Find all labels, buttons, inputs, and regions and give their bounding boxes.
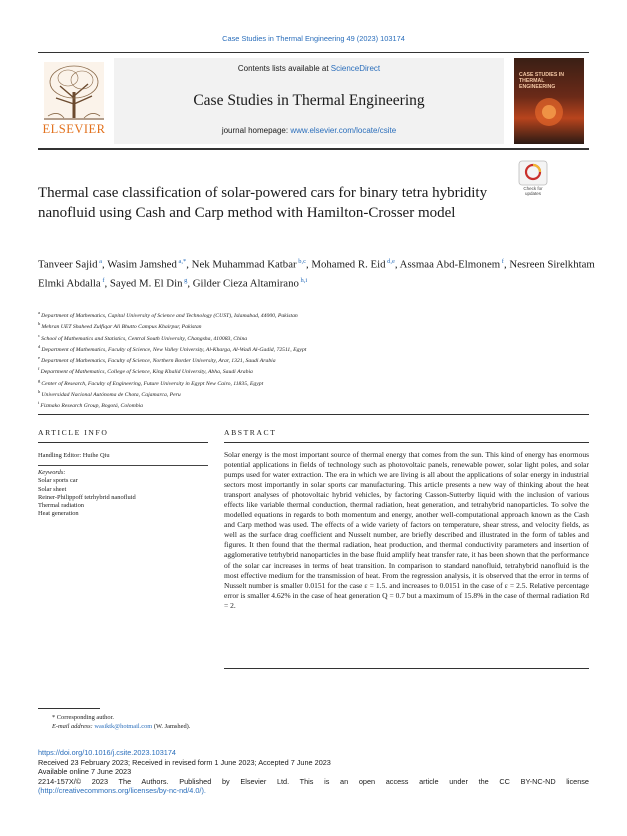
author-affiliation-marker[interactable]: d,e xyxy=(385,258,395,265)
author-affiliation-marker[interactable]: a,* xyxy=(176,258,187,265)
affiliation-key: b xyxy=(38,321,42,327)
author-separator: , xyxy=(503,258,510,271)
affiliation-key: a xyxy=(38,310,42,315)
affiliation-item xyxy=(38,399,598,410)
email-suffix: (W. Jamshed). xyxy=(152,723,191,730)
homepage-prefix: journal homepage: xyxy=(221,126,291,135)
keyword-list xyxy=(38,477,208,518)
affiliation-key: c xyxy=(38,332,42,338)
section-rule xyxy=(38,414,589,415)
doi-link[interactable]: https://doi.org/10.1016/j.csite.2023.103174 xyxy=(38,748,176,757)
email-label: E-mail address: xyxy=(52,723,95,730)
author-name[interactable]: Nesreen Sirelkhtam Elmki Abdalla xyxy=(38,258,595,290)
affiliation-text: Department of Mathematics, Capital University of Science and Technology (CUST), Islamabad, 44000, Pakistan xyxy=(41,312,298,319)
author-affiliation-marker[interactable]: b,c xyxy=(296,258,306,265)
abstract-text: Solar energy is the most important source of thermal energy that comes from the sun. This kind of energy has enormous potential applications in fields of technology such as photovoltaic panels, renewable power, solar light poles, and solar pumps used for water extraction. The era in which we are living is all about the applications of solar energy in industrial sectors most importantly in solar sports car manufacturing. This article presents a new way of thinking about the heat transport analyses of photovoltaic hybrid vehicles, by factoring Casson-Sutterby liquid with the inclusion of various effects like variable thermal conduction, thermal radiation, heat generation, and tetrahybrid nanoparticles. To solve the modelled equations in regards to both momentum and energy, another well-computational approach known as the Cash and Carp method was used. The effects of a wide variety of factors on temperature, shear stress, and velocity fields, as well as the surface drag coefficient and Nusselt number, are briefly described and illustrated in the form of tables and figures. It then found that the thermal radiation, heat production, and thermal conductivity parameters and insertion of agglomerative tetrhybrid nanoparticles in the base fluid amplify heat transfer rate, it has been shown that the performance of the solar car increases in terms of heat transition. In comparison to standard nanofluid, tetrahybrid nanofluid is the most effective medium for the transmission of heat. From the regression analysis, it is observed that the error in terms of Nusselt number is smaller 0.0151 for the case ε = 1.5. and increases to 0.0151 in the case of ε = 2.5. Relative percentage error is smaller 4.62% in the case of heat generation Q = 0.7 but a maximum of 15.8% in the case of thermal radiation Rd = 2. xyxy=(224,450,589,610)
info-divider xyxy=(38,465,208,466)
check-for-updates-badge[interactable] xyxy=(518,160,548,204)
license-text: 2214-157X/© 2023 The Authors. Published by Elsevier Ltd. This is an open access article under the CC BY-NC-ND license xyxy=(38,776,589,786)
email-link[interactable]: wasiktk@hotmail.com xyxy=(94,723,153,730)
abstract-heading: ABSTRACT xyxy=(224,428,277,437)
journal-banner xyxy=(114,58,504,144)
journal-reference[interactable]: Case Studies in Thermal Engineering 49 (2023) 103174 xyxy=(222,34,405,43)
header-top-rule xyxy=(38,52,589,53)
affiliation-key: d xyxy=(38,343,42,349)
email-line xyxy=(38,722,598,731)
corresponding-author: * Corresponding author. xyxy=(52,714,114,721)
cover-title: CASE STUDIES IN THERMAL ENGINEERING xyxy=(519,72,564,90)
footnote-rule xyxy=(38,708,100,709)
affiliation-item xyxy=(38,309,598,320)
check-updates-label: Check for updates xyxy=(523,186,543,196)
affiliation-text: Mehran UET Shaheed Zulfiqar Ali Bhutto Campus Khairpur, Pakistan xyxy=(41,324,202,331)
article-info-heading: ARTICLE INFO xyxy=(38,428,109,437)
abstract-end-rule xyxy=(224,668,589,669)
journal-title: Case Studies in Thermal Engineering xyxy=(193,92,425,109)
affiliation-key: e xyxy=(38,355,42,361)
journal-homepage xyxy=(114,126,504,135)
author-name[interactable]: Assmaa Abd-Elmonem xyxy=(399,258,501,271)
author-separator: , xyxy=(305,258,312,271)
keyword: Thermal radiation xyxy=(38,502,84,510)
affiliation-item xyxy=(38,332,598,343)
article-title: Thermal case classification of solar-powered cars for binary tetra hybridity nanofluid using Cash and Carp method with Hamilton-Crosser model xyxy=(38,185,488,221)
keyword: Heat generation xyxy=(38,510,79,518)
affiliation-item xyxy=(38,365,598,376)
handling-editor: Handling Editor: Huihe Qiu xyxy=(38,452,110,459)
affiliation-key: h xyxy=(38,389,42,395)
affiliation-key: f xyxy=(38,366,41,372)
check-updates-icon xyxy=(518,160,548,186)
cover-art-icon xyxy=(522,92,576,132)
affiliation-key: i xyxy=(38,400,41,406)
affiliation-text: School of Mathematics and Statistics, Central South University, Changsha, 410083, China xyxy=(41,335,248,342)
author-name[interactable]: Mohamed R. Eid xyxy=(311,258,386,271)
affiliation-text: Department of Mathematics, Faculty of Science, New Valley University, Al-Kharga, Al-Wadi Al-Gadid, 72511, Egypt xyxy=(41,346,307,353)
affiliation-text: Department of Mathematics, College of Science, King Khalid University, Abha, Saudi Arabia xyxy=(40,369,253,376)
affiliation-text: Department of Mathematics, Faculty of Science, Northern Border University, Arar, 1321, Saudi Arabia xyxy=(41,358,276,365)
affiliation-text: Universidad Nacional Autónoma de Chota, Cajamarca, Peru xyxy=(41,391,181,398)
article-info-rule xyxy=(38,442,208,443)
affiliation-item xyxy=(38,377,598,388)
publisher-name: ELSEVIER xyxy=(42,122,106,136)
author-separator: , xyxy=(186,258,192,271)
online-date: Available online 7 June 2023 xyxy=(38,767,132,777)
author-separator: , xyxy=(104,277,110,290)
journal-cover-image xyxy=(514,58,584,144)
affiliation-list xyxy=(38,309,598,411)
contents-prefix: Contents lists available at xyxy=(237,64,331,73)
article-info xyxy=(38,452,208,518)
license-link[interactable]: (http://creativecommons.org/licenses/by-nc-nd/4.0/). xyxy=(38,786,206,796)
keywords-label: Keywords: xyxy=(38,469,66,477)
author-separator: , xyxy=(187,277,193,290)
author-name[interactable]: Wasim Jamshed xyxy=(107,258,177,271)
author-name[interactable]: Gilder Cieza Altamirano xyxy=(192,277,299,290)
keyword: Reiner-Philippoff tetrhybrid nanofluid xyxy=(38,493,136,501)
affiliation-item xyxy=(38,354,598,365)
affiliation-item xyxy=(38,388,598,399)
abstract-rule xyxy=(224,442,589,443)
affiliation-key: g xyxy=(38,377,42,383)
contents-line xyxy=(114,64,504,73)
keyword: Solar sports car xyxy=(38,477,78,485)
author-separator: , xyxy=(394,258,400,271)
author-affiliation-marker[interactable]: f xyxy=(100,277,105,285)
author-affiliation-marker[interactable]: h,i xyxy=(298,277,308,285)
affiliation-item xyxy=(38,343,598,354)
author-affiliation-marker[interactable]: a xyxy=(97,258,103,265)
received-dates: Received 23 February 2023; Received in revised form 1 June 2023; Accepted 7 June 2023 xyxy=(38,757,331,767)
author-name[interactable]: Nek Muhammad Katbar xyxy=(191,258,297,271)
homepage-link[interactable]: www.elsevier.com/locate/csite xyxy=(290,126,397,135)
author-list xyxy=(38,254,598,292)
keyword: Solar sheet xyxy=(38,485,67,493)
publication-info xyxy=(38,748,589,796)
author-affiliation-marker[interactable]: f xyxy=(500,258,504,265)
affiliation-item xyxy=(38,320,598,331)
header-bottom-rule xyxy=(38,148,589,150)
affiliation-text: Center of Research, Faculty of Engineering, Future University in Egypt New Cairo, 11835, Egypt xyxy=(41,380,264,387)
footnote xyxy=(38,713,598,731)
affiliation-text: Fizmako Research Group, Bogotá, Colombia xyxy=(40,403,143,410)
elsevier-logo xyxy=(38,58,110,140)
sciencedirect-link[interactable]: ScienceDirect xyxy=(330,64,381,73)
author-name[interactable]: Sayed M. El Din xyxy=(109,277,183,290)
author-separator: , xyxy=(102,258,108,271)
author-name[interactable]: Tanveer Sajid xyxy=(38,258,98,271)
author-affiliation-marker[interactable]: g xyxy=(182,277,188,285)
